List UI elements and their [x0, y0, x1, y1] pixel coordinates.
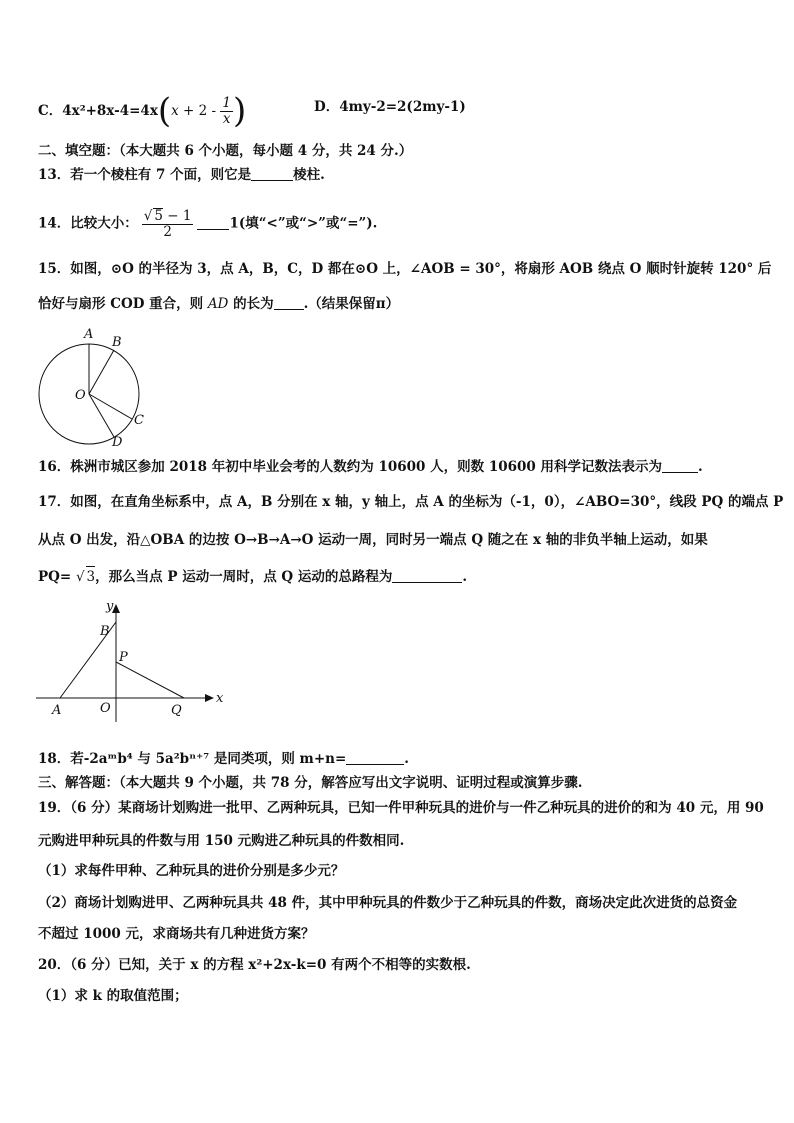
- q14-blank: [197, 215, 229, 230]
- q15-mid: 的长为: [228, 296, 274, 312]
- label-o: O: [100, 701, 111, 716]
- label-c: C: [134, 413, 144, 428]
- question-16: [38, 457, 758, 477]
- question-19-line-2: 元购进甲种玩具的件数与用 150 元购进乙种玩具的件数相同.: [38, 833, 405, 849]
- q14-fraction: [142, 208, 194, 240]
- fraction-denominator: x: [222, 111, 231, 127]
- q13-tail: 棱柱.: [293, 167, 325, 183]
- q14-tail: 1(填“<”或“>”或“=”).: [229, 215, 378, 232]
- question-17-line-1: 17．如图，在直角坐标系中，点 A，B 分别在 x 轴，y 轴上，点 A 的坐标为（-1，0），∠ABO=30°，线段 PQ 的端点 P: [38, 494, 784, 510]
- q18-tail: .: [404, 751, 409, 767]
- question-17-line-2: 从点 O 出发，沿△OBA 的边按 O→B→A→O 运动一周，同时另一端点 Q 随之在 x 轴的非负半轴上运动，如果: [38, 532, 708, 548]
- q17-pq: PQ=: [38, 569, 76, 585]
- radius-ob: [89, 350, 114, 394]
- left-paren: (: [157, 91, 172, 131]
- q13-text: 13．若一个棱柱有 7 个面，则它是: [38, 167, 252, 183]
- question-19-part-2-line-1: （2）商场计划购进甲、乙两种玩具共 48 件，其中甲种玩具的件数少于乙种玩具的件数，商场决定此次进货的总资金: [38, 895, 738, 911]
- q17-mid: ，那么当点 P 运动一周时，点 Q 运动的总路程为: [95, 569, 393, 585]
- q18-blank: [346, 750, 404, 765]
- question-20-line-1: 20．（6 分）已知，关于 x 的方程 x²+2x-k=0 有两个不相等的实数根.: [38, 957, 471, 973]
- radius-od: [89, 394, 114, 437]
- label-b: B: [112, 335, 122, 350]
- q14-denominator: 2: [163, 224, 172, 240]
- option-c-label: C．: [38, 103, 63, 119]
- q16-blank: [662, 458, 698, 473]
- question-17-line-3: [38, 566, 758, 587]
- section-3-heading: 三、解答题：（本大题共 9 个小题，共 78 分，解答应写出文字说明、证明过程或演算步骤.: [38, 775, 583, 791]
- label-x: x: [216, 691, 224, 706]
- q17-coordinate-figure: [30, 598, 230, 723]
- label-o: O: [75, 388, 86, 403]
- option-c-lhs: 4x²+8x-4=4x: [62, 103, 158, 119]
- label-q: Q: [171, 703, 182, 718]
- radius-oc: [89, 394, 132, 419]
- question-18: [38, 749, 758, 769]
- q12-option-d: D．4my-2=2(2my-1): [314, 99, 466, 115]
- q16-text: 16．株洲市城区参加 2018 年初中毕业会考的人数约为 10600 人，则数 10600 用科学记数法表示为: [38, 459, 662, 475]
- question-19-line-1: 19．（6 分）某商场计划购进一批甲、乙两种玩具，已知一件甲种玩具的进价与一件乙种玩具的进价的和为 40 元，用 90: [38, 800, 764, 816]
- fraction-numerator: 1: [222, 95, 231, 111]
- q18-text: 18．若-2aᵐb⁴ 与 5a²bⁿ⁺⁷ 是同类项，则 m+n=: [38, 751, 347, 767]
- option-c-plus2: + 2 -: [178, 103, 221, 119]
- question-19-part-1: （1）求每件甲种、乙种玩具的进价分别是多少元？: [38, 863, 345, 879]
- q14-numerator: √ 5 − 1: [143, 208, 192, 224]
- option-c-fraction: [220, 96, 233, 127]
- q13-blank: [251, 166, 293, 181]
- arc-ad: AD: [207, 296, 229, 312]
- question-14: [38, 208, 758, 240]
- question-20-part-1: （1）求 k 的取值范围；: [38, 988, 188, 1004]
- q15-text: 恰好与扇形 COD 重合，则: [38, 296, 208, 312]
- label-b: B: [100, 624, 110, 639]
- label-a: A: [84, 327, 94, 342]
- question-13: [38, 165, 758, 185]
- q15-tail: .（结果保留π）: [303, 296, 400, 312]
- q17-sqrt: √ 3: [76, 569, 95, 585]
- label-p: P: [119, 650, 128, 665]
- q15-circle-figure: [28, 322, 158, 450]
- q15-blank: [274, 295, 304, 310]
- label-d: D: [112, 435, 123, 450]
- q14-num-rest: − 1: [163, 208, 192, 224]
- question-15-line-1: 15．如图，⊙O 的半径为 3，点 A，B，C，D 都在⊙O 上，∠AOB = 30°，将扇形 AOB 绕点 O 顺时针旋转 120° 后: [38, 261, 772, 277]
- segment-pq: [116, 662, 184, 698]
- q14-text: 14．比较大小：: [38, 215, 138, 232]
- right-paren: ): [233, 91, 247, 131]
- label-a: A: [52, 703, 62, 718]
- q14-root: 5: [154, 208, 163, 224]
- question-19-part-2-line-2: 不超过 1000 元，求商场共有几种进货方案？: [38, 926, 315, 942]
- q17-blank: [392, 568, 462, 583]
- x-axis-arrow-icon: [205, 694, 214, 702]
- question-15-line-2: [38, 294, 758, 314]
- label-y: y: [106, 599, 114, 614]
- option-c-x: x: [171, 103, 179, 119]
- q17-tail: .: [462, 569, 468, 585]
- section-2-heading: 二、填空题：（本大题共 6 个小题，每小题 4 分，共 24 分.）: [38, 143, 413, 159]
- q16-tail: .: [698, 459, 703, 475]
- q17-root: 3: [86, 566, 96, 587]
